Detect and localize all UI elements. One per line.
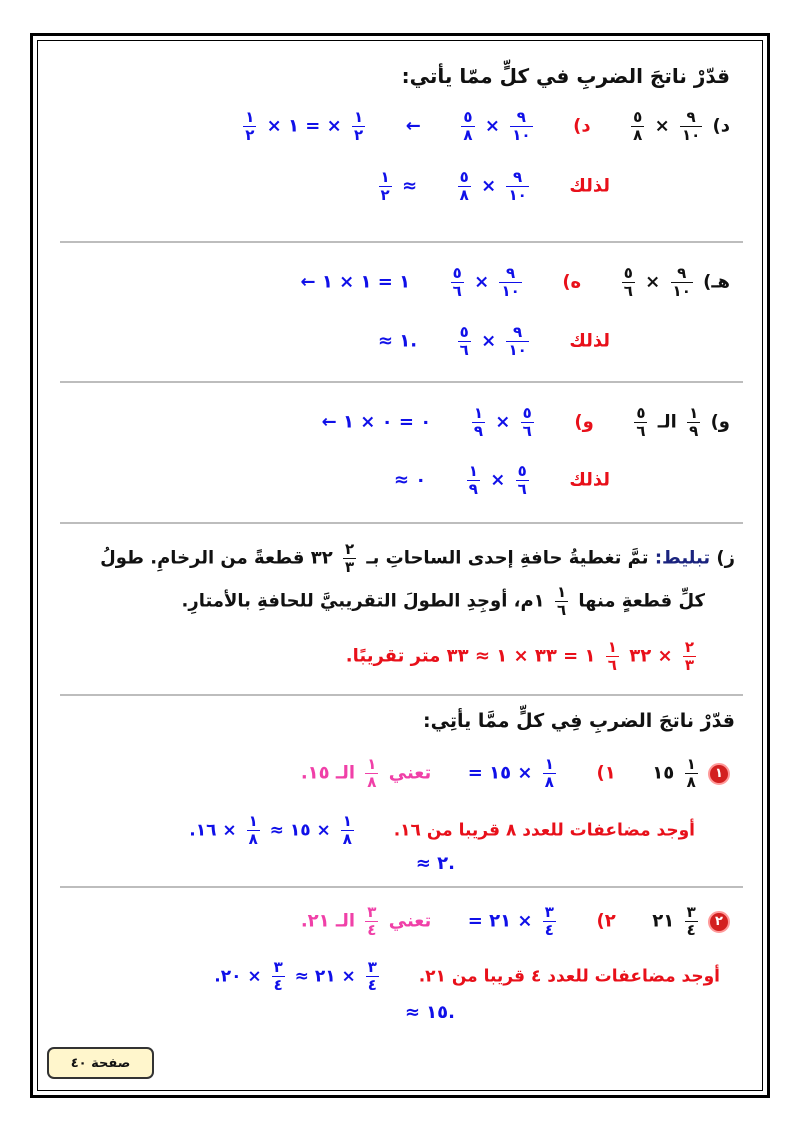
problem-d-approx-row: لذلك $\frac{٩}{١٠}$ × $\frac{٥}{٨}$ ≈ $\frac{١}{٢}$ (380, 168, 610, 204)
fraction: $\frac{٩}{١٠}$ (512, 108, 531, 144)
problem-h-approx-row: لذلك $\frac{٩}{١٠}$ × $\frac{٥}{٦}$ .١ ≈ (377, 323, 610, 359)
fraction: $\frac{١}{٢}$ (245, 108, 255, 144)
question-1-hint-row: أوجد مضاعفات للعدد ٨ قريبا من ١٦. $\frac{١}{٨}$ × ١٥ ≈ $\frac{١}{٨}$ × ١٦. (189, 812, 695, 848)
work-d-label: د) (573, 115, 591, 137)
fraction: $\frac{٩}{١٠}$ (681, 108, 701, 144)
question-2-hint: أوجد مضاعفات للعدد ٤ قريبا من ٢١. (418, 966, 720, 987)
work-h-label: ه) (562, 271, 582, 293)
question-1-row: ١ $\frac{١}{٨}$ ١٥ ١) $\frac{١}{٨}$ × ١٥ = تعني $\frac{١}{٨}$ الـ ١٥. (301, 757, 730, 790)
divider (60, 694, 743, 696)
therefore-label: لذلك (569, 330, 610, 352)
problem-z-line1: ز) تبليط: تمَّ تغطيةُ حافةِ إحدى الساحاتِ بـ $\frac{٢}{٣}$ ٣٢ قطعةً من الرخامِ. طولُ (100, 540, 735, 576)
section-heading: قدّرْ ناتجَ الضربِ في كلٍّ ممّا يأتي: (401, 64, 730, 88)
question-2-result: .١٥ ≈ (404, 1002, 455, 1023)
result-d: = ١ × (260, 115, 321, 137)
question-1-label: ١) (596, 762, 616, 784)
question-1-badge: ١ (708, 763, 730, 785)
question-2-row: ٢ $\frac{٣}{٤}$ ٢١ ٢) $\frac{٣}{٤}$ × ٢١ = تعني $\frac{٣}{٤}$ الـ ٢١. (301, 905, 730, 938)
problem-z-label: ز) (716, 547, 735, 569)
question-2-hint-row: أوجد مضاعفات للعدد ٤ قريبا من ٢١. $\frac{٣}{٤}$ × ٢١ ≈ $\frac{٣}{٤}$ × ٢٠. (214, 958, 720, 994)
fraction: $\frac{٥}{٨}$ (633, 108, 643, 144)
divider (60, 381, 743, 383)
problem-h-row: هـ) $\frac{٩}{١٠}$ × $\frac{٥}{٦}$ ه) $\frac{٩}{١٠}$ × $\frac{٥}{٦}$ ١ = ١ × ١ ← (300, 264, 730, 300)
problem-d-row: د) $\frac{٩}{١٠}$ × $\frac{٥}{٨}$ د) $\frac{٩}{١٠}$ × $\frac{٥}{٨}$ ← $\frac{١}{٢}$ × = ١ × $\frac{١}{٢}$ (245, 108, 730, 144)
work-w-label: و) (574, 411, 594, 433)
question-2-label: ٢) (596, 910, 616, 932)
problem-z-keyword: تبليط: (654, 547, 711, 569)
section-heading-2: قدّرْ ناتجَ الضربِ فِي كلٍّ ممَّا يأتِي: (423, 710, 735, 732)
problem-d-label: د) (712, 115, 730, 137)
problem-w-label: و) (710, 411, 730, 433)
divider (60, 241, 743, 243)
divider (60, 886, 743, 888)
question-1-result: .٢ ≈ (415, 853, 455, 874)
problem-h-label: هـ) (703, 271, 730, 293)
problem-z-answer: $\frac{٢}{٣}$ × ٣٢ $\frac{١}{٦}$ ١ = ٣٣ × ١ ≈ ٣٣ متر تقريبًا. (345, 638, 694, 674)
problem-w-row: و) $\frac{١}{٩}$ الـ $\frac{٥}{٦}$ و) $\frac{٥}{٦}$ × $\frac{١}{٩}$ ٠ = ٠ × ١ ← (321, 404, 730, 440)
therefore-label: لذلك (569, 469, 610, 491)
result-h: ١ = ١ × ١ ← (300, 271, 411, 293)
therefore-label: لذلك (569, 175, 610, 197)
approx-sign: ≈ (401, 175, 418, 197)
approx-result-w: ٠ ≈ (393, 469, 427, 491)
problem-z-line2: كلِّ قطعةٍ منها $\frac{١}{٦}$ ١م، أوجِدِ الطولَ التقريبيَّ للحافةِ بالأمتارِ. (181, 583, 705, 619)
question-2-badge: ٢ (708, 911, 730, 933)
problem-w-approx-row: لذلك $\frac{٥}{٦}$ × $\frac{١}{٩}$ ٠ ≈ (393, 462, 610, 498)
arrow: ← (405, 115, 421, 137)
page-number-badge: صفحة ٤٠ (47, 1047, 154, 1079)
divider (60, 522, 743, 524)
fraction: $\frac{١}{٢}$ (354, 108, 364, 144)
question-1-hint: أوجد مضاعفات للعدد ٨ قريبا من ١٦. (393, 820, 695, 841)
result-w: ٠ = ٠ × ١ ← (321, 411, 432, 433)
fraction: $\frac{٥}{٨}$ (463, 108, 473, 144)
approx-result-h: .١ ≈ (377, 330, 418, 352)
